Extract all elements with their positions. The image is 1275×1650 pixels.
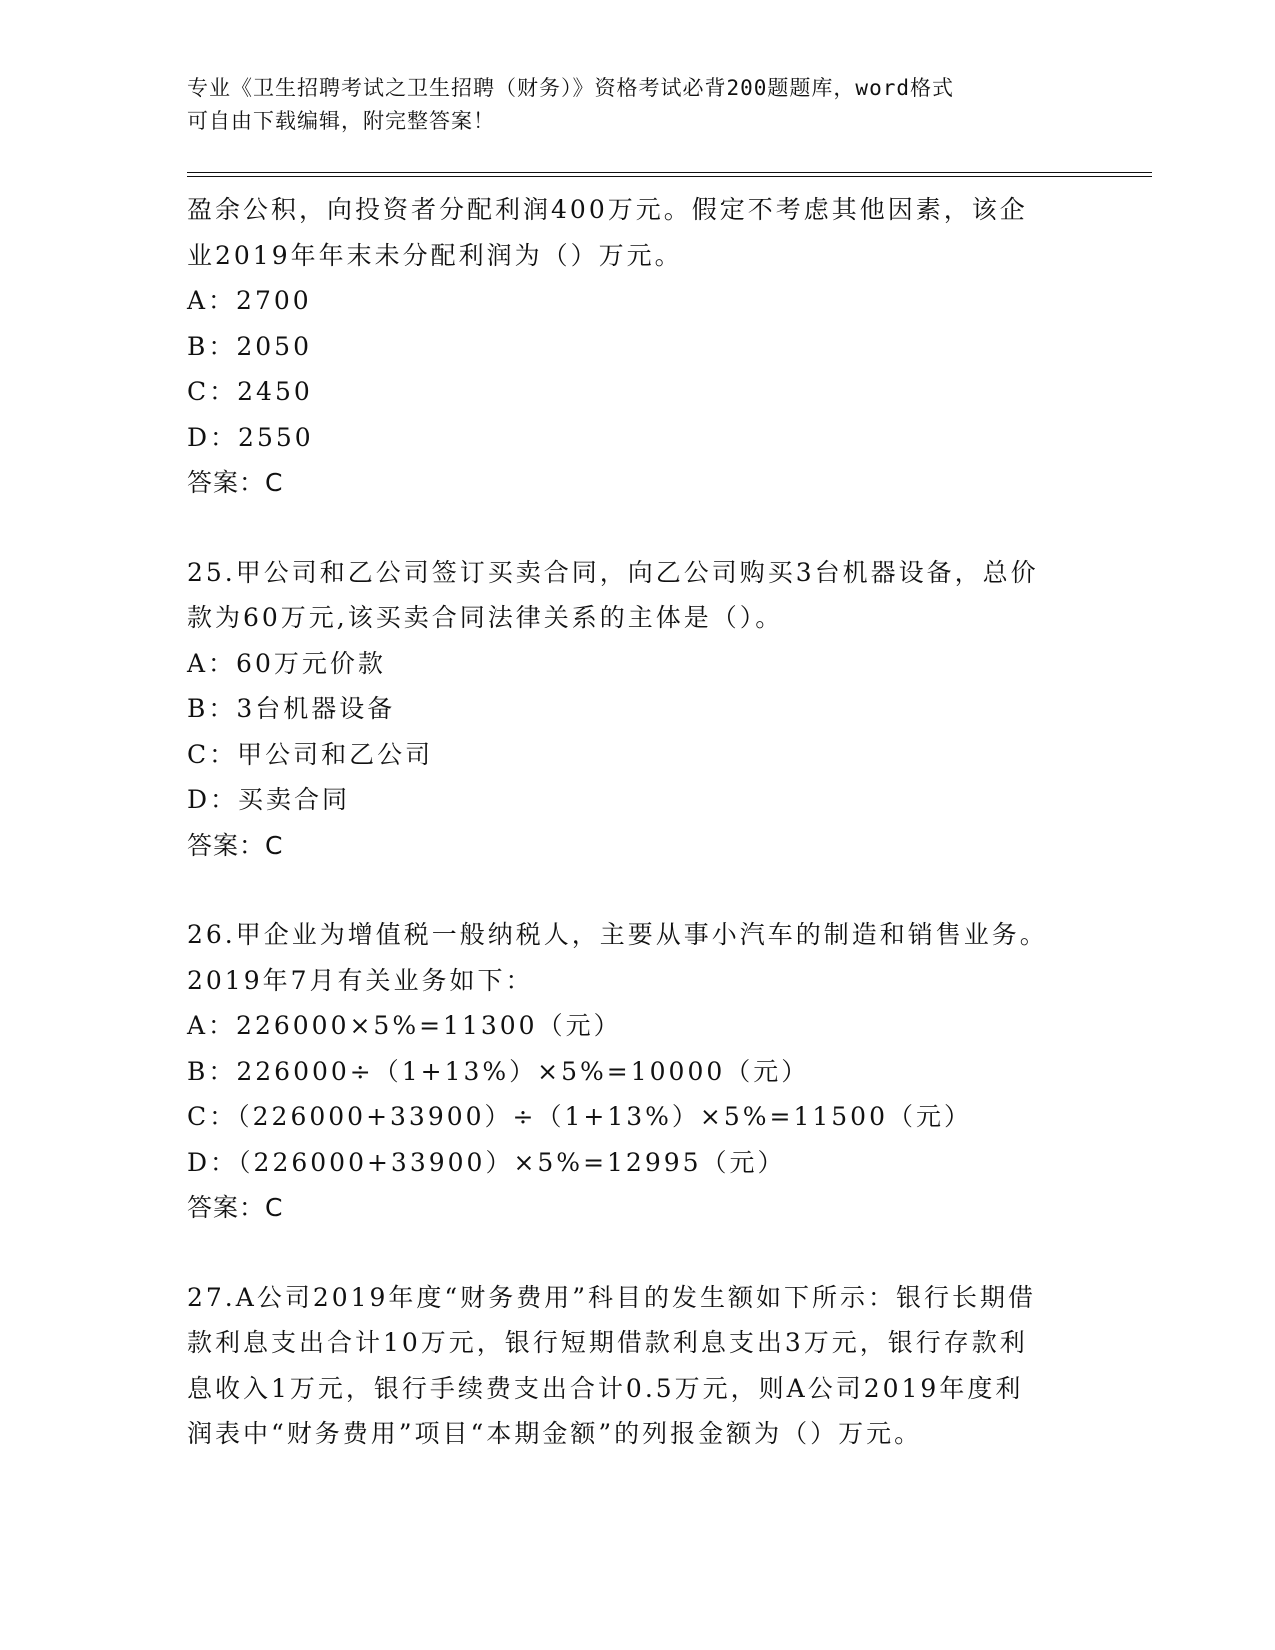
- option-d: D：（226000+33900）×5%=12995（元）: [187, 1147, 786, 1177]
- option-b: B：226000÷（1+13%）×5%=10000（元）: [187, 1056, 810, 1086]
- option-c: C：（226000+33900）÷（1+13%）×5%=11500（元）: [187, 1102, 972, 1131]
- document-body: [187, 187, 1087, 1457]
- option-a: A：226000×5%=11300（元）: [187, 1011, 622, 1040]
- option-b: B：2050: [187, 331, 312, 361]
- header-rule-bottom: [187, 176, 1152, 177]
- answer-line: 答案：C: [187, 468, 284, 497]
- option-a: A：60万元价款: [187, 648, 386, 678]
- question-stem: 润表中“财务费用”项目“本期金额”的列报金额为（）万元。: [187, 1419, 923, 1448]
- option-c: C：甲公司和乙公司: [187, 739, 434, 769]
- spacer: [187, 506, 1087, 550]
- question-27: [187, 1275, 1087, 1457]
- spacer: [187, 1231, 1087, 1275]
- option-d: D：买卖合同: [187, 785, 351, 814]
- page-header: [187, 72, 1087, 138]
- option-a: A：2700: [187, 286, 312, 315]
- question-26: [187, 912, 1087, 1231]
- question-stem: 款利息支出合计10万元，银行短期借款利息支出3万元，银行存款利: [187, 1328, 1028, 1357]
- header-line-2: 可自由下载编辑，附完整答案！: [187, 109, 495, 133]
- question-stem: 2019年7月有关业务如下：: [187, 965, 534, 995]
- question-stem: 业2019年年末未分配利润为（）万元。: [187, 240, 683, 270]
- question-stem: 27.A公司2019年度“财务费用”科目的发生额如下所示：银行长期借: [187, 1282, 1036, 1312]
- spacer: [187, 868, 1087, 912]
- answer-line: 答案：C: [187, 830, 284, 860]
- question-25: [187, 550, 1087, 869]
- question-stem: 款为60万元,该买卖合同法律关系的主体是（）。: [187, 603, 784, 632]
- question-24: [187, 187, 1087, 506]
- answer-line: 答案：C: [187, 1193, 284, 1222]
- header-line-1: 专业《卫生招聘考试之卫生招聘（财务）》资格考试必背200题题库，word格式: [187, 76, 954, 100]
- question-stem: 25.甲公司和乙公司签订买卖合同，向乙公司购买3台机器设备，总价: [187, 557, 1039, 587]
- question-stem: 息收入1万元，银行手续费支出合计0.5万元，则A公司2019年度利: [187, 1373, 1024, 1403]
- option-d: D：2550: [187, 422, 314, 452]
- header-rule-top: [187, 172, 1152, 173]
- question-stem: 盈余公积，向投资者分配利润400万元。假定不考虑其他因素，该企: [187, 195, 1028, 224]
- option-c: C：2450: [187, 377, 313, 406]
- question-stem: 26.甲企业为增值税一般纳税人，主要从事小汽车的制造和销售业务。: [187, 920, 1048, 949]
- option-b: B：3台机器设备: [187, 694, 396, 723]
